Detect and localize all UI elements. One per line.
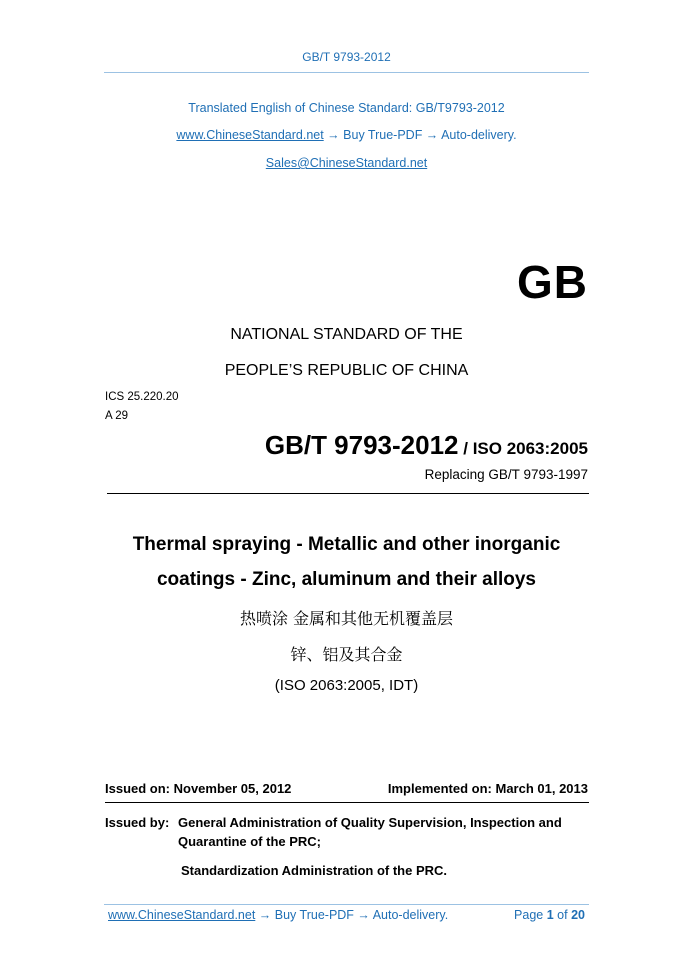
footer-purchase	[108, 908, 448, 922]
purchase-text: → Buy True-PDF → Auto-delivery.	[323, 128, 517, 142]
idt-note: (ISO 2063:2005, IDT)	[274, 677, 419, 694]
number-separator: /	[458, 439, 473, 458]
iso-number: ISO 2063:2005	[472, 439, 588, 458]
page-label: Page	[514, 908, 544, 922]
gb-number: GB/T 9793-2012	[264, 430, 459, 460]
issued-on: Issued on: November 05, 2012	[105, 781, 292, 796]
issuer-line1: General Administration of Quality Supervision, Inspection and	[178, 815, 562, 830]
purchase-line	[0, 128, 693, 142]
national-standard-line2: PEOPLE’S REPUBLIC OF CHINA	[224, 362, 469, 379]
implemented-on: Implemented on: March 01, 2013	[387, 781, 588, 796]
email-line	[0, 156, 693, 170]
footer-rule	[104, 904, 589, 905]
translation-banner: Translated English of Chinese Standard: GB/T9793-2012	[188, 101, 505, 115]
title-rule	[107, 493, 589, 494]
title-en-line2: coatings - Zinc, aluminum and their alloys	[156, 569, 536, 590]
page-total: 20	[571, 908, 585, 922]
issuer-line3: Standardization Administration of the PRC.	[181, 863, 448, 878]
ccs-code: A 29	[105, 410, 129, 422]
national-standard-line1: NATIONAL STANDARD OF THE	[230, 326, 463, 343]
page-number: 1	[546, 908, 554, 922]
page-counter	[514, 908, 585, 922]
gb-mark: GB	[517, 256, 588, 308]
replacing-note: Replacing GB/T 9793-1997	[424, 467, 588, 482]
title-cn-line1: 热喷涂 金属和其他无机覆盖层	[239, 609, 454, 628]
standard-number	[265, 430, 588, 461]
email-link[interactable]: Sales@ChineseStandard.net	[265, 156, 428, 170]
footer-purchase-text: → Buy True-PDF → Auto-delivery.	[255, 908, 449, 922]
dates-rule	[105, 802, 589, 803]
site-link[interactable]: www.ChineseStandard.net	[176, 128, 324, 142]
running-header: GB/T 9793-2012	[302, 50, 391, 64]
ics-code: ICS 25.220.20	[105, 391, 179, 403]
of-label: of	[557, 908, 568, 922]
issuer-line2: Quarantine of the PRC;	[178, 834, 322, 849]
issued-by-label: Issued by:	[105, 815, 170, 830]
title-en-line1: Thermal spraying - Metallic and other inorganic	[132, 534, 561, 555]
title-cn-line2: 锌、铝及其合金	[290, 645, 403, 664]
footer-site-link[interactable]: www.ChineseStandard.net	[108, 908, 256, 922]
header-rule	[104, 72, 589, 73]
